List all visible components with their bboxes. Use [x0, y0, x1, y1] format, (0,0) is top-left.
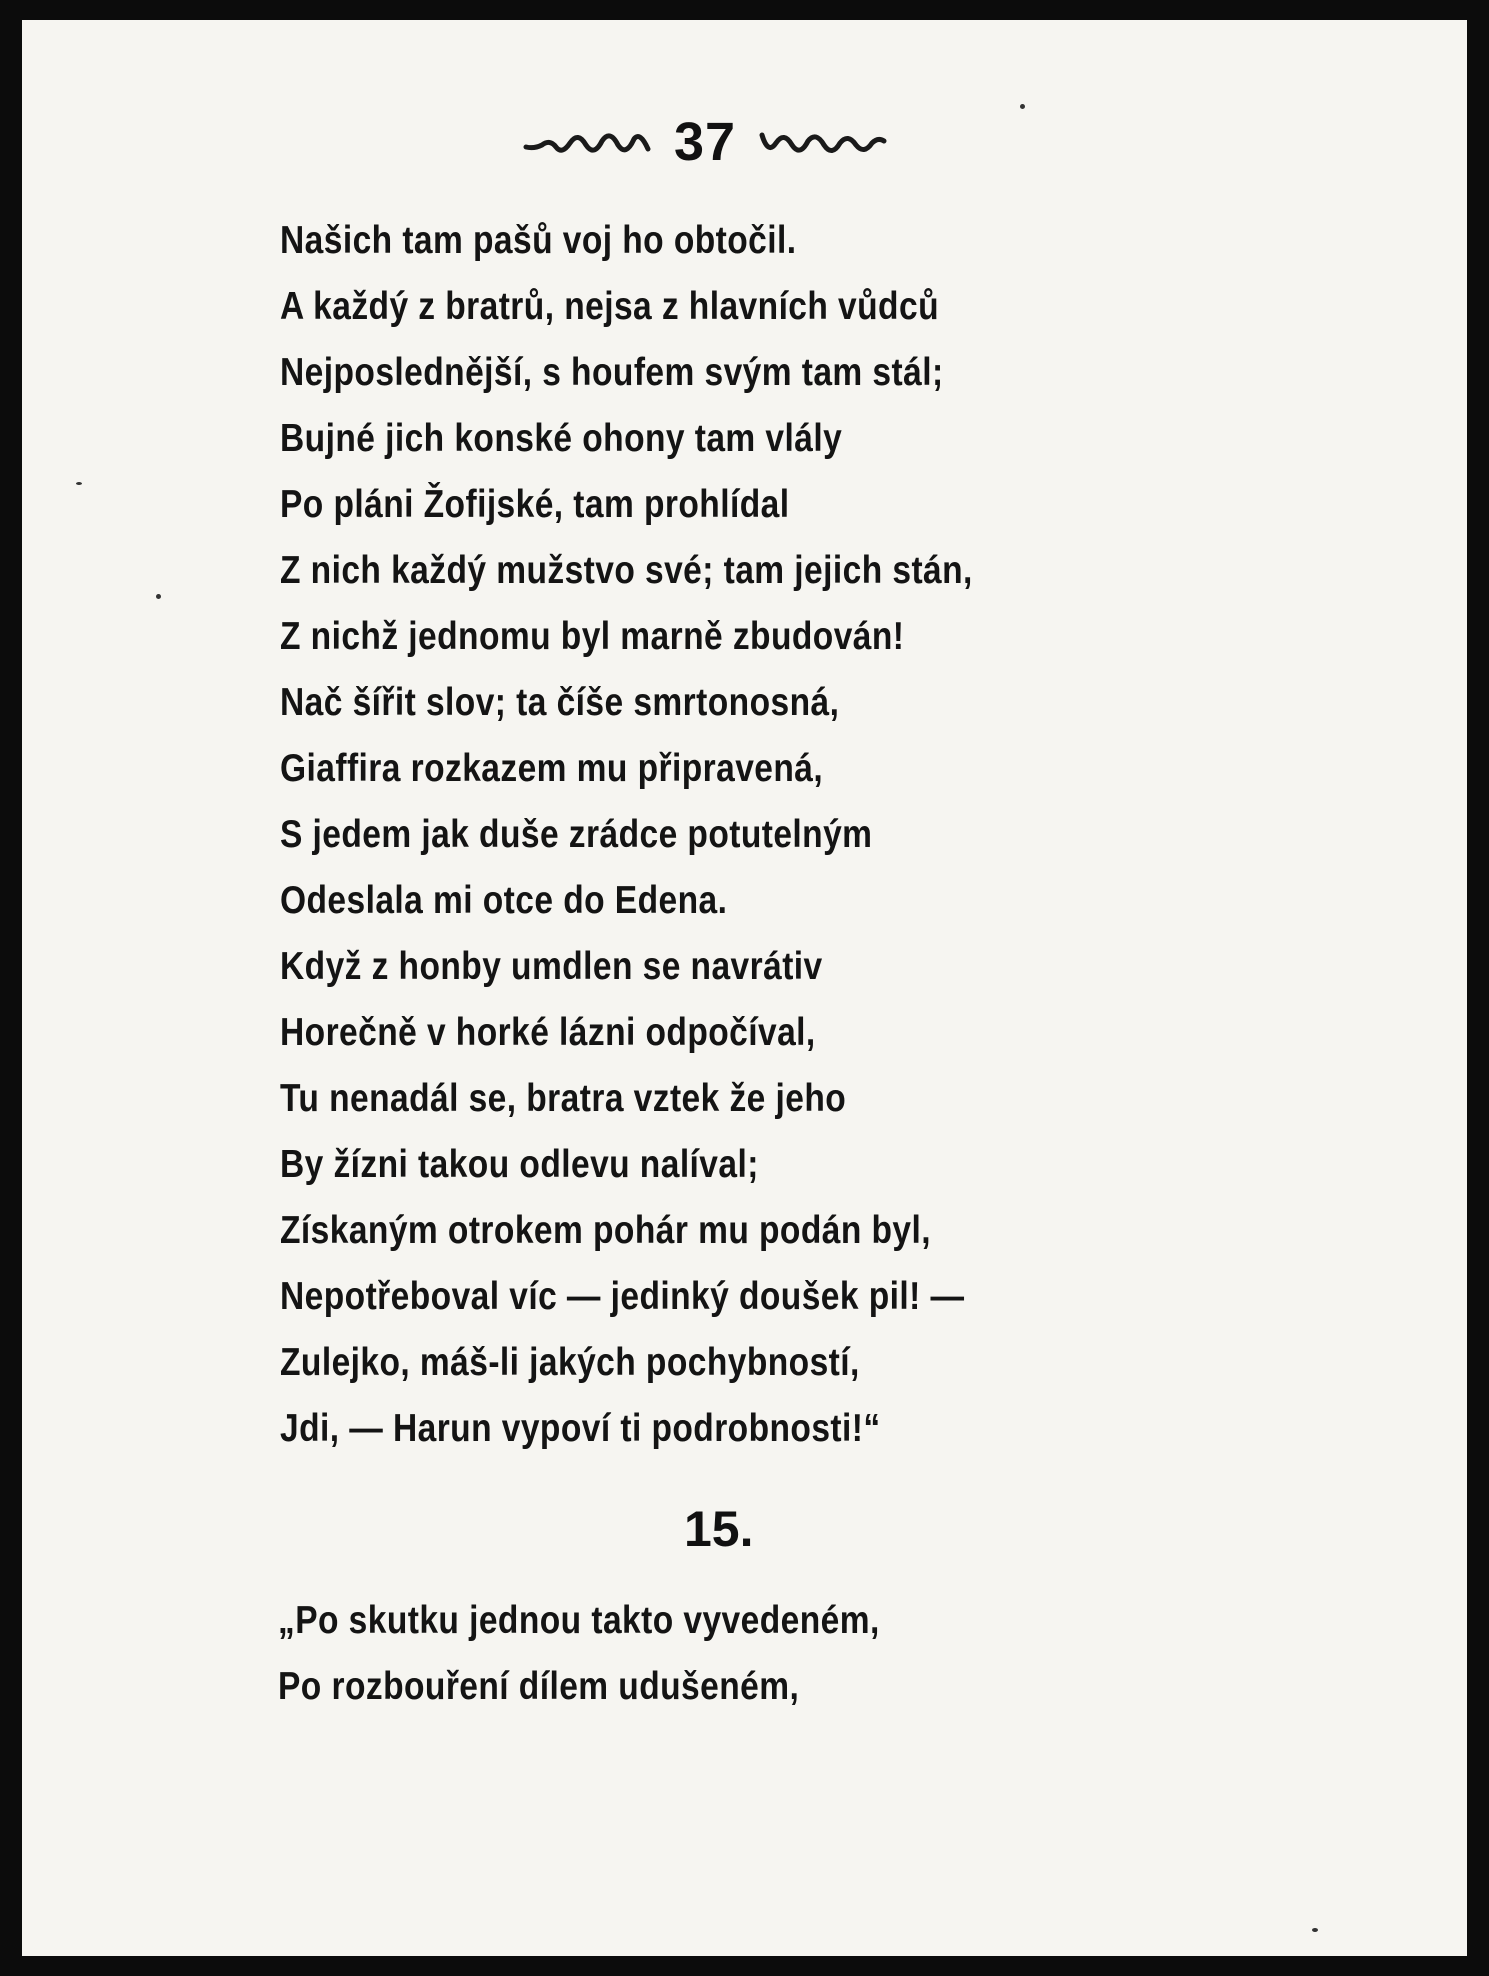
print-speck	[1312, 1928, 1318, 1932]
verse-line: Giaffira rozkazem mu připravená,	[280, 747, 824, 790]
page-number: 37	[674, 112, 737, 172]
verse-line: A každý z bratrů, nejsa z hlavních vůdců	[280, 285, 939, 328]
verse-line: Zulejko, máš-li jakých pochybností,	[280, 1341, 860, 1384]
verse-line: Našich tam pašů voj ho obtočil.	[280, 219, 797, 262]
verse-line: „Po skutku jednou takto vyvedeném,	[278, 1599, 880, 1642]
verse-line: Bujné jich konské ohony tam vlály	[280, 417, 843, 460]
verse-line: Odeslala mi otce do Edena.	[280, 879, 728, 922]
print-speck	[1020, 104, 1025, 109]
book-page	[22, 20, 1467, 1956]
verse-line: Z nichž jednomu byl marně zbudován!	[280, 615, 905, 658]
print-speck	[76, 482, 82, 485]
right-ornament-icon	[758, 125, 888, 159]
verse-line: Nač šířit slov; ta číše smrtonosná,	[280, 681, 840, 724]
verse-line: Z nich každý mužstvo své; tam jejich stán,	[280, 549, 973, 592]
print-speck	[156, 594, 161, 599]
verse-line: S jedem jak duše zrádce potutelným	[280, 813, 873, 856]
verse-line: Tu nenadál se, bratra vztek že jeho	[280, 1077, 847, 1120]
verse-line: Po pláni Žofijské, tam prohlídal	[280, 483, 790, 526]
verse-line: Po rozbouření dílem udušeném,	[278, 1665, 800, 1708]
verse-line: By žízni takou odlevu nalíval;	[280, 1143, 759, 1186]
page-header	[522, 112, 888, 172]
verse-block-section-15	[278, 1588, 978, 1720]
verse-line: Horečně v horké lázni odpočíval,	[280, 1011, 816, 1054]
verse-line: Nepotřeboval víc — jedinký doušek pil! —	[280, 1275, 965, 1318]
verse-line: Když z honby umdlen se navrátiv	[280, 945, 823, 988]
left-ornament-icon	[522, 125, 652, 159]
verse-line: Nejposlednější, s houfem svým tam stál;	[280, 351, 944, 394]
verse-block	[280, 208, 1086, 1462]
section-number: 15.	[684, 1501, 754, 1557]
verse-line: Získaným otrokem pohár mu podán byl,	[280, 1209, 931, 1252]
verse-line: Jdi, — Harun vypoví ti podrobnosti!“	[280, 1407, 881, 1450]
